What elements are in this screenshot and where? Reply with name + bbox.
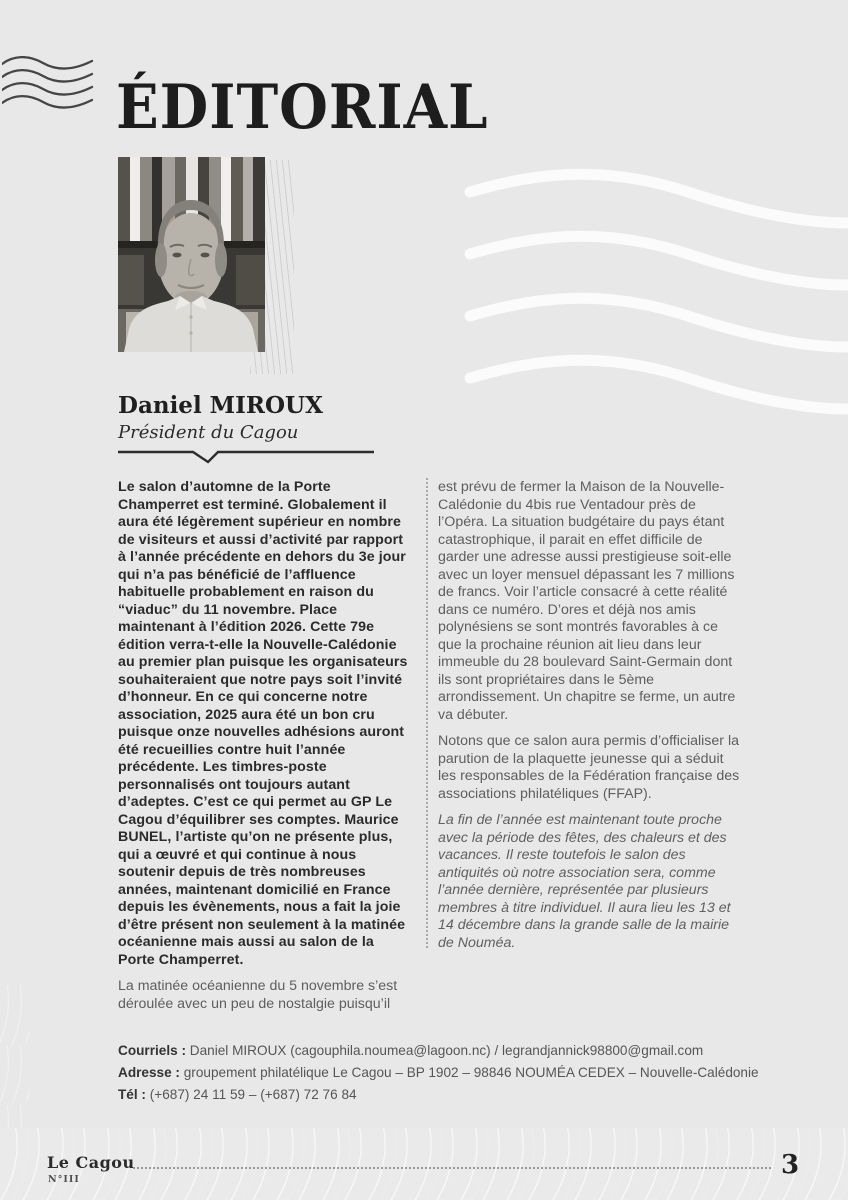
footer-dotted-rule [133,1167,771,1169]
contact-label: Tél : [118,1087,146,1102]
paragraph: Notons que ce salon aura permis d’officialiser la parution de la plaquette jeunesse qui a séduit les responsables de la Fédération française des associations philatéliques (FFAP). [438,733,740,802]
author-role: Président du Cagou [118,422,299,443]
column-divider [426,478,428,948]
postal-waves-icon [2,56,94,110]
guilloche-texture-left [0,985,30,1130]
paragraph: La matinée océanienne du 5 novembre s’est déroulée avec un peu de nostalgie puisqu’il [118,978,398,1012]
paragraph: est prévu de fermer la Maison de la Nouvelle-Calédonie du 4bis rue Ventadour près de l’Opéra. La situation budgétaire du pays étant catastrophique, il parait en effet difficile de garder une adresse aussi prestigieuse soit-elle avec un loyer mensuel dépassant les 7 millions de francs. Voir l’article consacré à cette réalité dans ce numéro. D’ores et déjà nos amis polynésiens se sont montrés favorables à ce que la prochaine réunion ait lieu dans leur immeuble du 28 boulevard Saint-Germain dont ils sont propriétaires dans le 5ème arrondissement. Un chapitre se ferme, un autre va débuter. [438,479,736,723]
issue-number: N°III [48,1174,80,1185]
paragraph: Le salon d’automne de la Porte Champerret est terminé. Globalement il aura été légèrement supérieur en nombre de visiteurs et aussi d’activité par rapport à l’année précédente en dehors du 3e jour qui n’a pas bénéficié de l’affluence habituelle probablement en raison du “viaduc” du 11 novembre. Place maintenant à l’édition 2026. Cette 79e édition verra-t-elle la Nouvelle-Calédonie au premier plan puisque les organisateurs souhaiteraient que notre pays soit l’invité d’honneur. En ce qui concerne notre association, 2025 aura été un bon cru puisque onze nouvelles adhésions auront été recueillies contre huit l’année précédente. Les timbres-poste personnalisés ont toujours autant d’adeptes. C’est ce qui permet au GP Le Cagou d’équilibrer ses comptes. Maurice BUNEL, l’artiste qu’on ne présente plus, qui a œuvré et qui continue à nous soutenir depuis de très nombreuses années, maintenant domicilié en France depuis les évènements, nous a fait la joie d’être présent non seulement à la matinée océanienne mais aussi au salon de la Porte Champerret. [118,479,408,968]
white-wave-lines-decoration [462,166,848,416]
contact-label: Adresse : [118,1065,180,1080]
contact-value: groupement philatélique Le Cagou – BP 1902 – 98846 NOUMÉA CEDEX – Nouvelle-Calédonie [183,1065,759,1080]
column-right [438,479,743,952]
contact-row-emails [118,1040,808,1062]
page-number: 3 [781,1150,800,1180]
column-left [118,479,414,1013]
page-title: ÉDITORIAL [116,71,489,143]
author-name: Daniel MIROUX [118,392,323,419]
paragraph: La fin de l’année est maintenant toute proche avec la période des fêtes, des chaleurs et des vacances. Il reste toutefois le salon des antiquités où notre association sera, comme l’année dernière, représentée par plusieurs membres à titre individuel. Il aura lieu les 13 et 14 décembre dans la grande salle de la mairie de Nouméa. [438,812,731,951]
contact-value: Daniel MIROUX (cagouphila.noumea@lagoon.nc) / legrandjannick98800@gmail.com [189,1043,704,1058]
contact-value: (+687) 24 11 59 – (+687) 72 76 84 [149,1087,357,1102]
contact-label: Courriels : [118,1043,186,1058]
contact-row-address [118,1062,808,1084]
contact-block [118,1040,808,1106]
magazine-name: Le Cagou [47,1153,135,1172]
author-portrait-photo [118,157,265,352]
contact-row-phone [118,1084,808,1106]
notched-divider-rule [118,450,376,466]
